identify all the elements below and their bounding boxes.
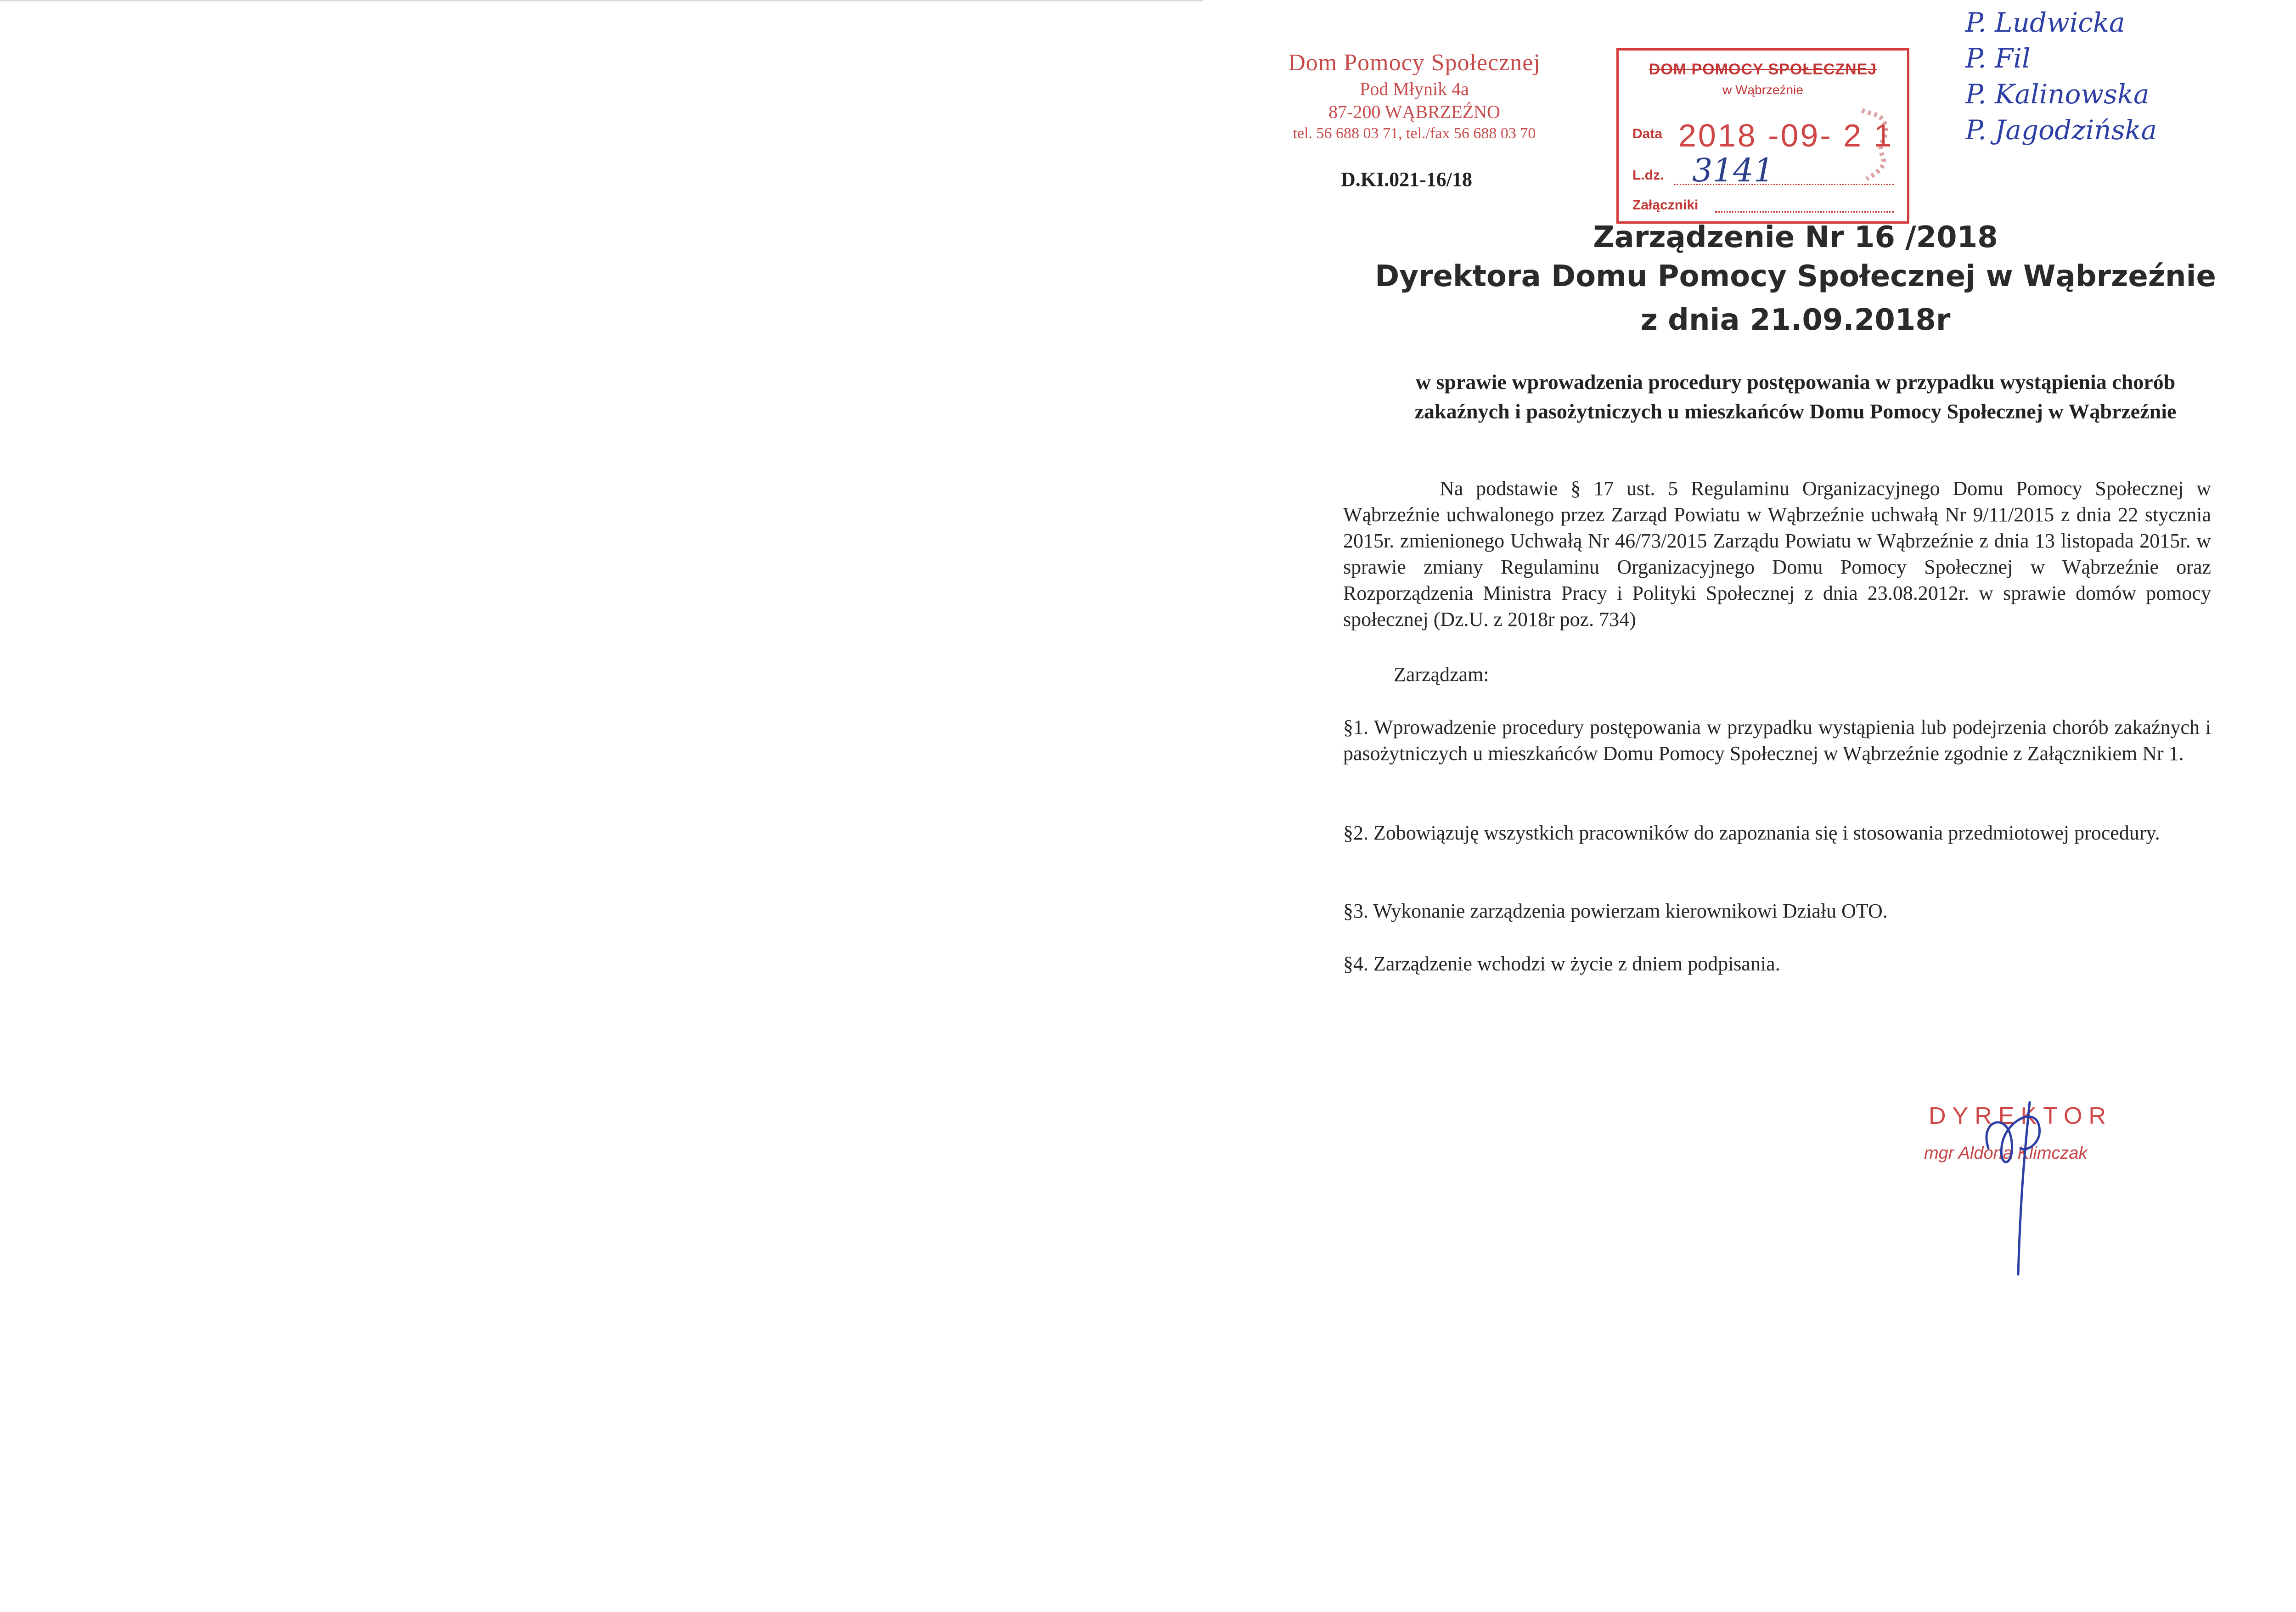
reg-stamp-date-label: Data <box>1632 126 1663 141</box>
reg-stamp-attachments-label: Załączniki <box>1632 197 1699 213</box>
institution-city: 87-200 WĄBRZEŹNO <box>1328 101 1500 122</box>
scan-edge-line <box>0 0 1203 1</box>
document-title-line-2: Dyrektora Domu Pomocy Społecznej w Wąbrzeźnie <box>1375 259 2216 293</box>
initial-line: P. Fil <box>1965 43 2031 74</box>
legal-basis-paragraph: Na podstawie § 17 ust. 5 Regulaminu Organizacyjnego Domu Pomocy Społecznej w Wąbrzeźnie uchwalonego przez Zarząd Powiatu w Wąbrzeźnie uchwałą Nr 9/11/2015 z dnia 22 stycznia 2015r. zmienionego Uchwałą Nr 46/73/2015 Zarządu Powiatu w Wąbrzeźnie z dnia 13 listopada 2015r. w sprawie zmiany Regulaminu Organizacyjnego Domu Pomocy Społecznej w Wąbrzeźnie oraz Rozporządzenia Ministra Pracy i Polityki Społecznej z dnia 23.08.2012r. w sprawie domów pomocy społecznej (Dz.U. z 2018r poz. 734) <box>1343 477 2211 631</box>
institution-street: Pod Młynik 4a <box>1360 79 1469 99</box>
reg-stamp-number-line <box>1674 184 1894 185</box>
reg-stamp-number: 3141 <box>1692 152 1774 189</box>
registration-stamp <box>1616 48 1909 224</box>
subject-line-2: zakaźnych i pasożytniczych u mieszkańców Domu Pomocy Społecznej w Wąbrzeźnie <box>1414 400 2177 423</box>
institution-name: Dom Pomocy Społecznej <box>1288 50 1541 76</box>
director-title: DYREKTOR <box>1929 1103 2112 1129</box>
initial-line: P. Ludwicka <box>1965 7 2125 38</box>
reg-stamp-smudge <box>1853 106 1894 184</box>
reg-stamp-place: w Wąbrzeźnie <box>1722 83 1803 97</box>
order-word: Zarządzam: <box>1394 663 1489 686</box>
document-title-line-1: Zarządzenie Nr 16 /2018 <box>1593 220 1998 254</box>
subject-line-1: w sprawie wprowadzenia procedury postępowania w przypadku wystąpienia chorób <box>1415 370 2176 394</box>
reg-stamp-date: 2018 -09- 2 1 <box>1678 118 1894 153</box>
section-2: §2. Zobowiązuję wszystkich pracowników do zapoznania się i stosowania przedmiotowej procedury. <box>1343 822 2160 844</box>
reg-stamp-attachments-line <box>1715 211 1894 213</box>
handwritten-initials <box>1965 5 2177 148</box>
reg-stamp-number-label: L.dz. <box>1632 168 1664 183</box>
institution-phones: tel. 56 688 03 71, tel./fax 56 688 03 70 <box>1293 125 1536 142</box>
handwritten-signature <box>1970 1093 2071 1277</box>
section-3: §3. Wykonanie zarządzenia powierzam kierownikowi Działu OTO. <box>1343 900 1888 922</box>
document-title-line-3: z dnia 21.09.2018r <box>1640 303 1951 337</box>
institution-header-stamp <box>1258 48 1570 144</box>
section-1: §1. Wprowadzenie procedury postępowania w przypadku wystąpienia lub podejrzenia chorób zakaźnych i pasożytniczych u mieszkańców Domu Pomocy Społecznej w Wąbrzeźnie zgodnie z Załącznikiem Nr 1. <box>1343 716 2211 765</box>
director-signature-block <box>1906 1093 2135 1277</box>
reference-number: D.KI.021-16/18 <box>1341 168 1472 191</box>
document-subject <box>1341 367 2250 426</box>
director-name: mgr Aldona Klimczak <box>1924 1144 2088 1163</box>
section-4: §4. Zarządzenie wchodzi w życie z dniem podpisania. <box>1343 953 1780 975</box>
initial-line: P. Jagodzińska <box>1965 114 2157 146</box>
reg-stamp-title: DOM POMOCY SPOŁECZNEJ <box>1649 61 1877 78</box>
initial-line: P. Kalinowska <box>1965 79 2150 110</box>
